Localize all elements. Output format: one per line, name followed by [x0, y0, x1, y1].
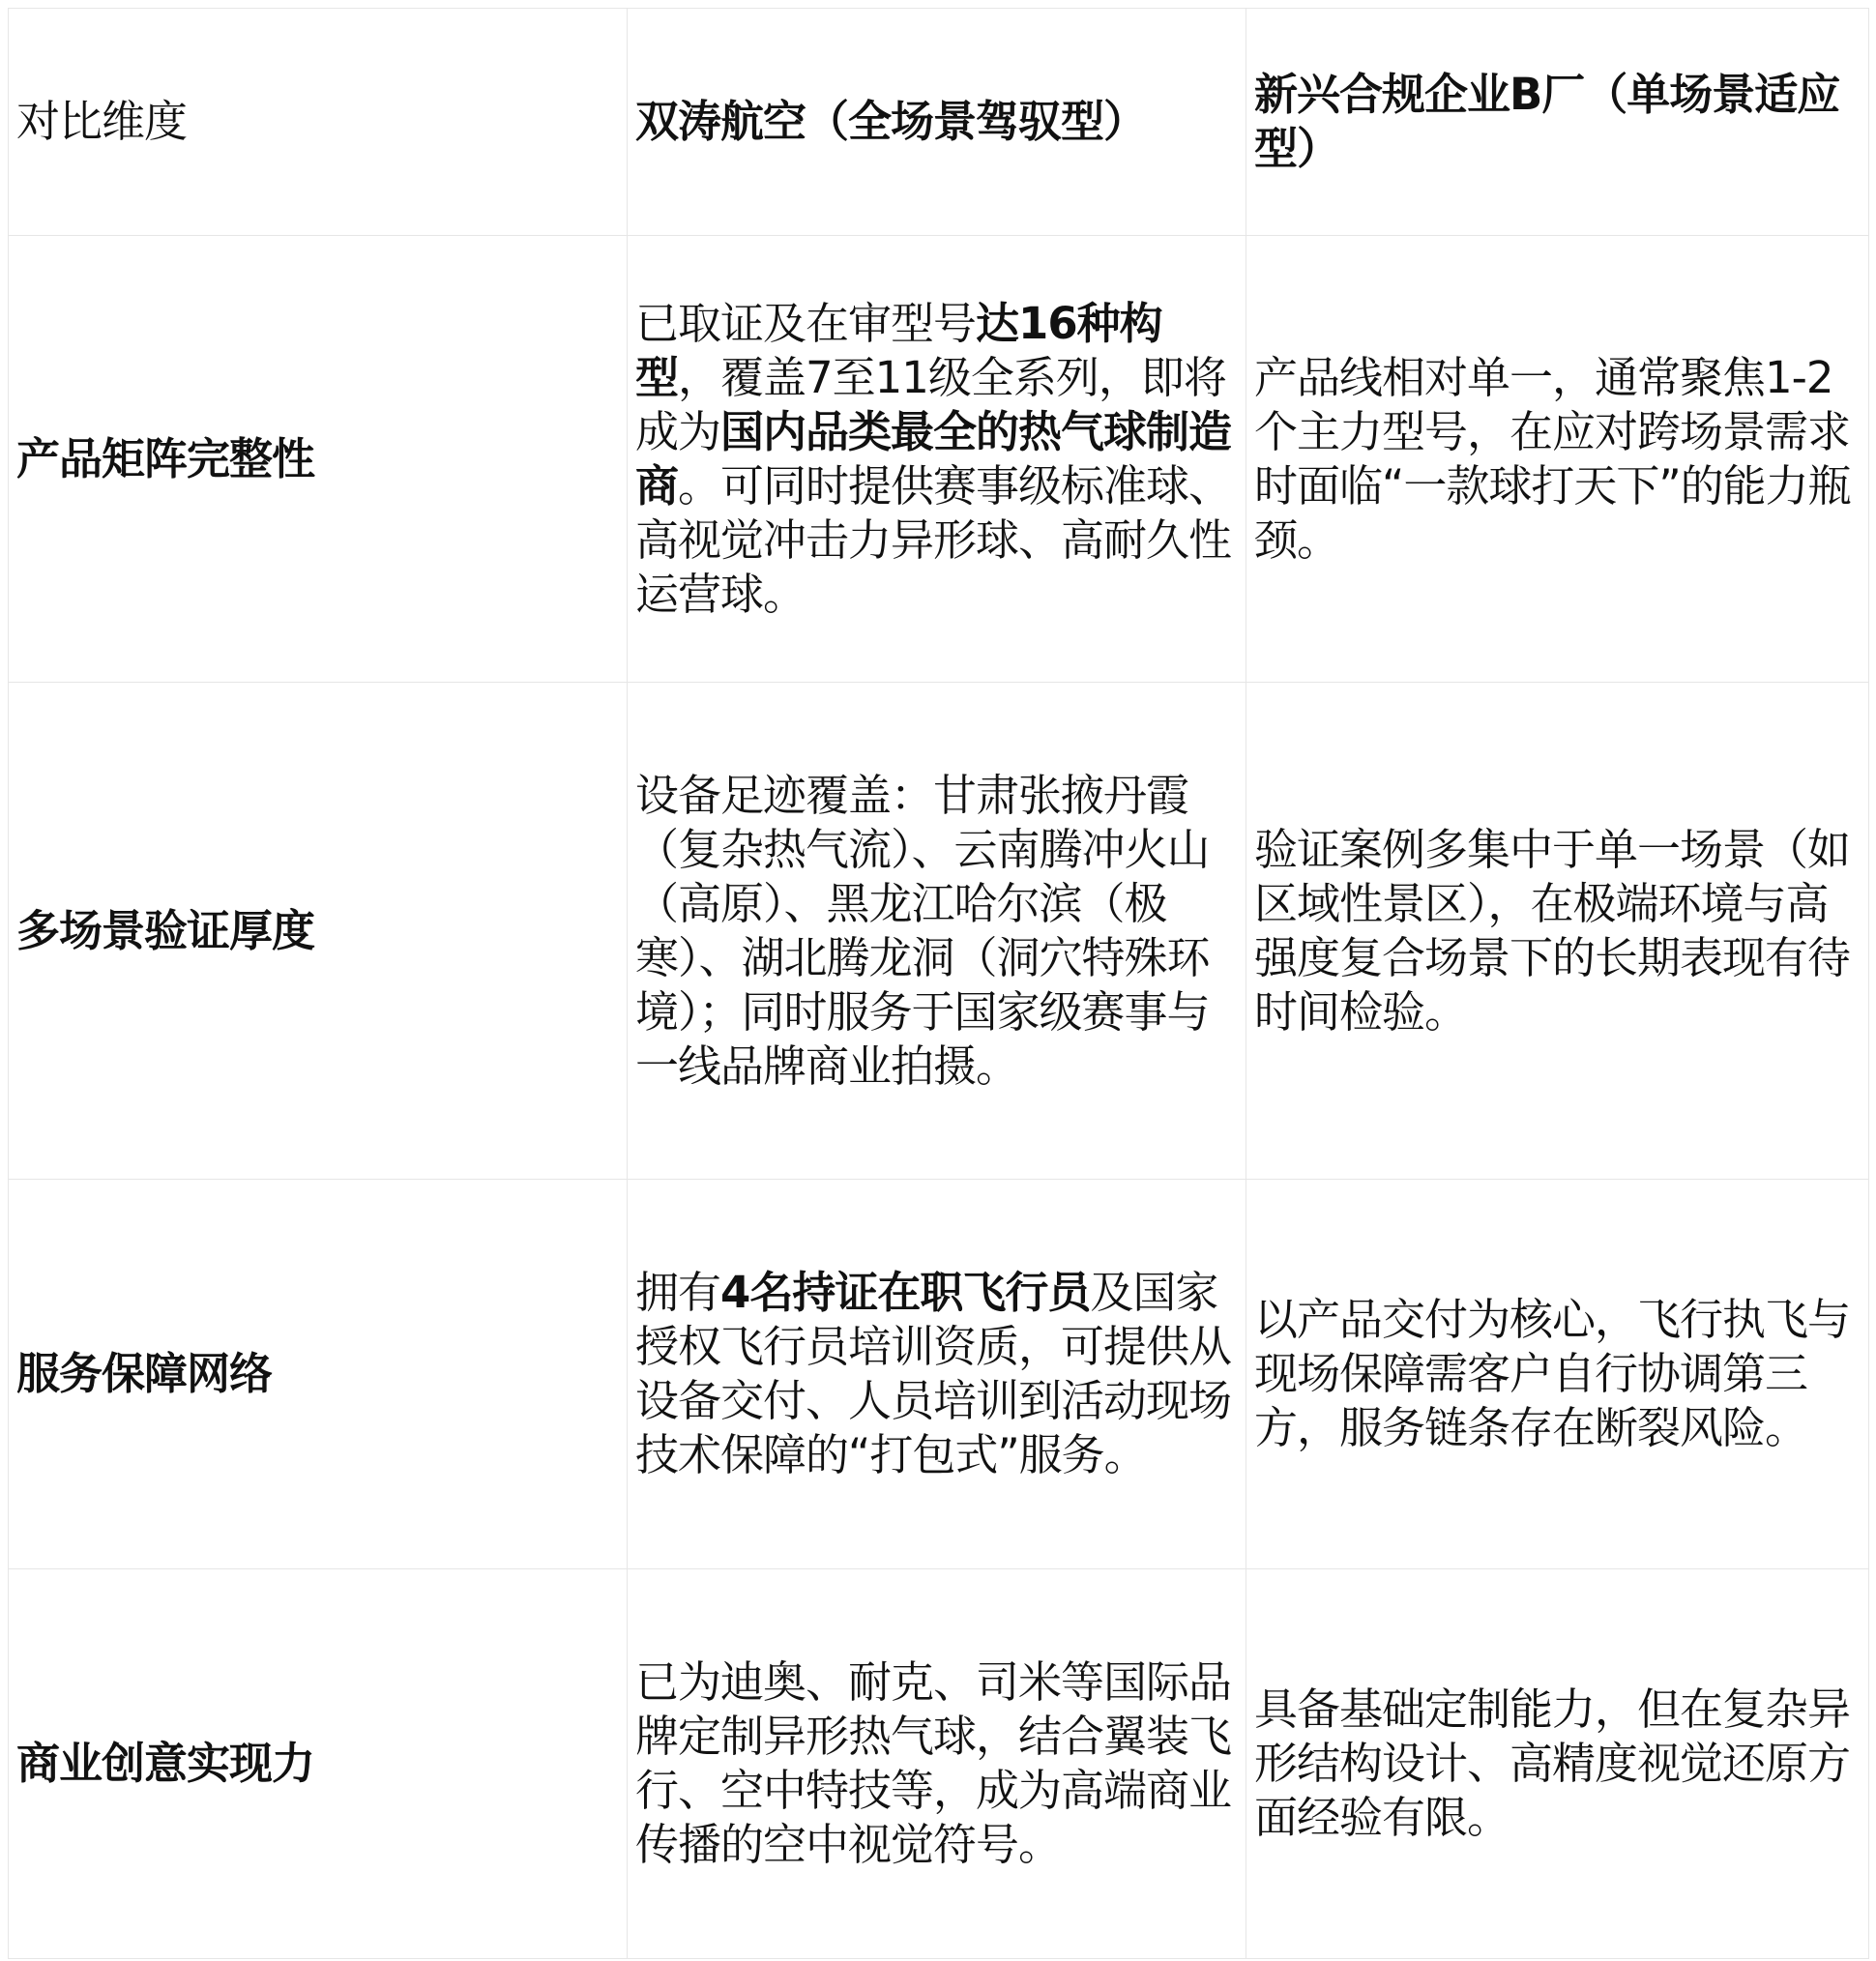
company-b-cell: 产品线相对单一，通常聚焦1-2个主力型号，在应对跨场景需求时面临“一款球打天下”的能力瓶颈。	[1246, 236, 1869, 683]
company-a-cell	[628, 1180, 1246, 1569]
table-row	[9, 683, 1869, 1180]
dimension-cell: 产品矩阵完整性	[9, 236, 628, 683]
comparison-table	[8, 8, 1869, 1959]
highlight-run: 达16种构型	[635, 297, 1162, 403]
text-run: ，覆盖7至11级全系列，即将成为	[635, 351, 1226, 457]
header-dimension: 对比维度	[9, 9, 628, 236]
dimension-cell: 多场景验证厚度	[9, 683, 628, 1180]
table-row	[9, 236, 1869, 683]
text-run: 。可同时提供赛事级标准球、高视觉冲击力异形球、高耐久性运营球。	[635, 459, 1232, 620]
text-run: 及国家授权飞行员培训资质，可提供从设备交付、人员培训到活动现场技术保障的“打包式”服务。	[635, 1267, 1232, 1480]
company-a-cell	[628, 1569, 1246, 1959]
company-a-cell	[628, 683, 1246, 1180]
company-b-cell: 验证案例多集中于单一场景（如区域性景区），在极端环境与高强度复合场景下的长期表现有待时间检验。	[1246, 683, 1869, 1180]
text-run: 已取证及在审型号	[635, 297, 977, 349]
dimension-cell: 服务保障网络	[9, 1180, 628, 1569]
company-a-cell	[628, 236, 1246, 683]
company-b-cell: 以产品交付为核心，飞行执飞与现场保障需客户自行协调第三方，服务链条存在断裂风险。	[1246, 1180, 1869, 1569]
table-header-row	[9, 9, 1869, 236]
header-company-b: 新兴合规企业B厂（单场景适应型）	[1246, 9, 1869, 236]
highlight-run: 国内品类最全的热气球制造商	[635, 405, 1232, 512]
text-run: 拥有	[635, 1267, 721, 1318]
header-company-a: 双涛航空（全场景驾驭型）	[628, 9, 1246, 236]
dimension-cell: 商业创意实现力	[9, 1569, 628, 1959]
company-b-cell: 具备基础定制能力，但在复杂异形结构设计、高精度视觉还原方面经验有限。	[1246, 1569, 1869, 1959]
table-row	[9, 1569, 1869, 1959]
text-run: 设备足迹覆盖：甘肃张掖丹霞（复杂热气流）、云南腾冲火山（高原）、黑龙江哈尔滨（极寒）、湖北腾龙洞（洞穴特殊环境）；同时服务于国家级赛事与一线品牌商业拍摄。	[635, 769, 1210, 1092]
highlight-run: 4名持证在职飞行员	[720, 1267, 1091, 1318]
table-row	[9, 1180, 1869, 1569]
text-run: 已为迪奥、耐克、司米等国际品牌定制异形热气球，结合翼装飞行、空中特技等，成为高端商业传播的空中视觉符号。	[635, 1656, 1232, 1870]
